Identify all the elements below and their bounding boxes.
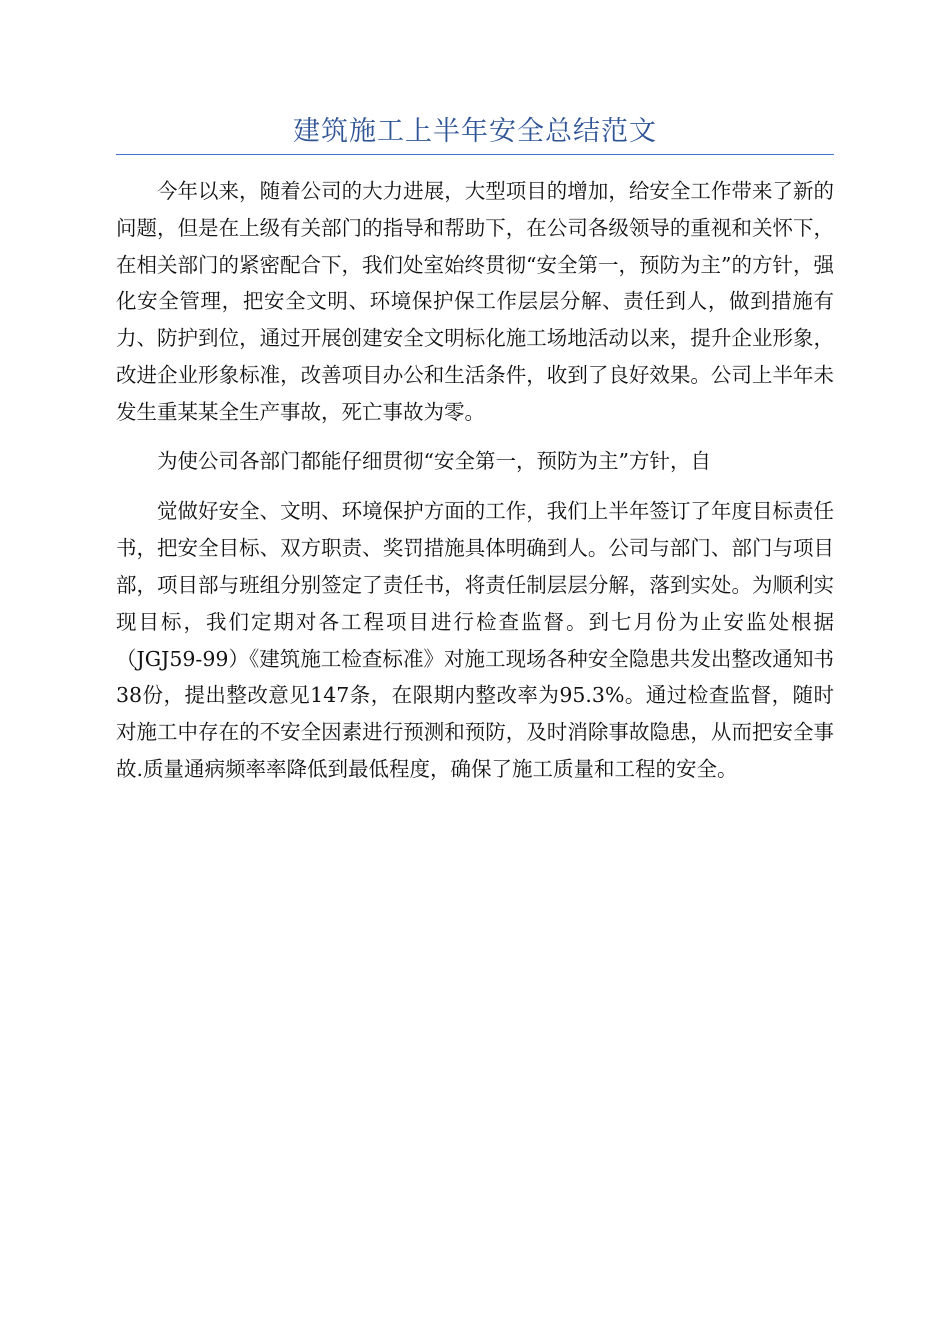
- paragraph-3: 觉做好安全、文明、环境保护方面的工作，我们上半年签订了年度目标责任书，把安全目标、双方职责、奖罚措施具体明确到人。公司与部门、部门与项目部，项目部与班组分别签定了责任书，将责任制层层分解，落到实处。为顺利实现目标，我们定期对各工程项目进行检查监督。到七月份为止安监处根据（JGJ59-99）《建筑施工检查标准》对施工现场各种安全隐患共发出整改通知书38份，提出整改意见147条，在限期内整改率为95.3%。通过检查监督，随时对施工中存在的不安全因素进行预测和预防，及时消除事故隐患，从而把安全事故.质量通病频率率降低到最低程度，确保了施工质量和工程的安全。: [116, 499, 834, 781]
- paragraph-1: 今年以来，随着公司的大力进展，大型项目的增加，给安全工作带来了新的问题，但是在上级有关部门的指导和帮助下，在公司各级领导的重视和关怀下，在相关部门的紧密配合下，我们处室始终贯彻“安全第一，预防为主”的方针，强化安全管理，把安全文明、环境保护保工作层层分解、责任到人，做到措施有力、防护到位，通过开展创建安全文明标化施工场地活动以来，提升企业形象，改进企业形象标准，改善项目办公和生活条件，收到了良好效果。公司上半年未发生重某某全生产事故，死亡事故为零。: [116, 179, 834, 424]
- title-underline: [116, 154, 834, 155]
- paragraph-2: 为使公司各部门都能仔细贯彻“安全第一，预防为主”方针，自: [157, 448, 711, 473]
- document-title: 建筑施工上半年安全总结范文: [293, 116, 657, 147]
- document-body: [116, 173, 834, 788]
